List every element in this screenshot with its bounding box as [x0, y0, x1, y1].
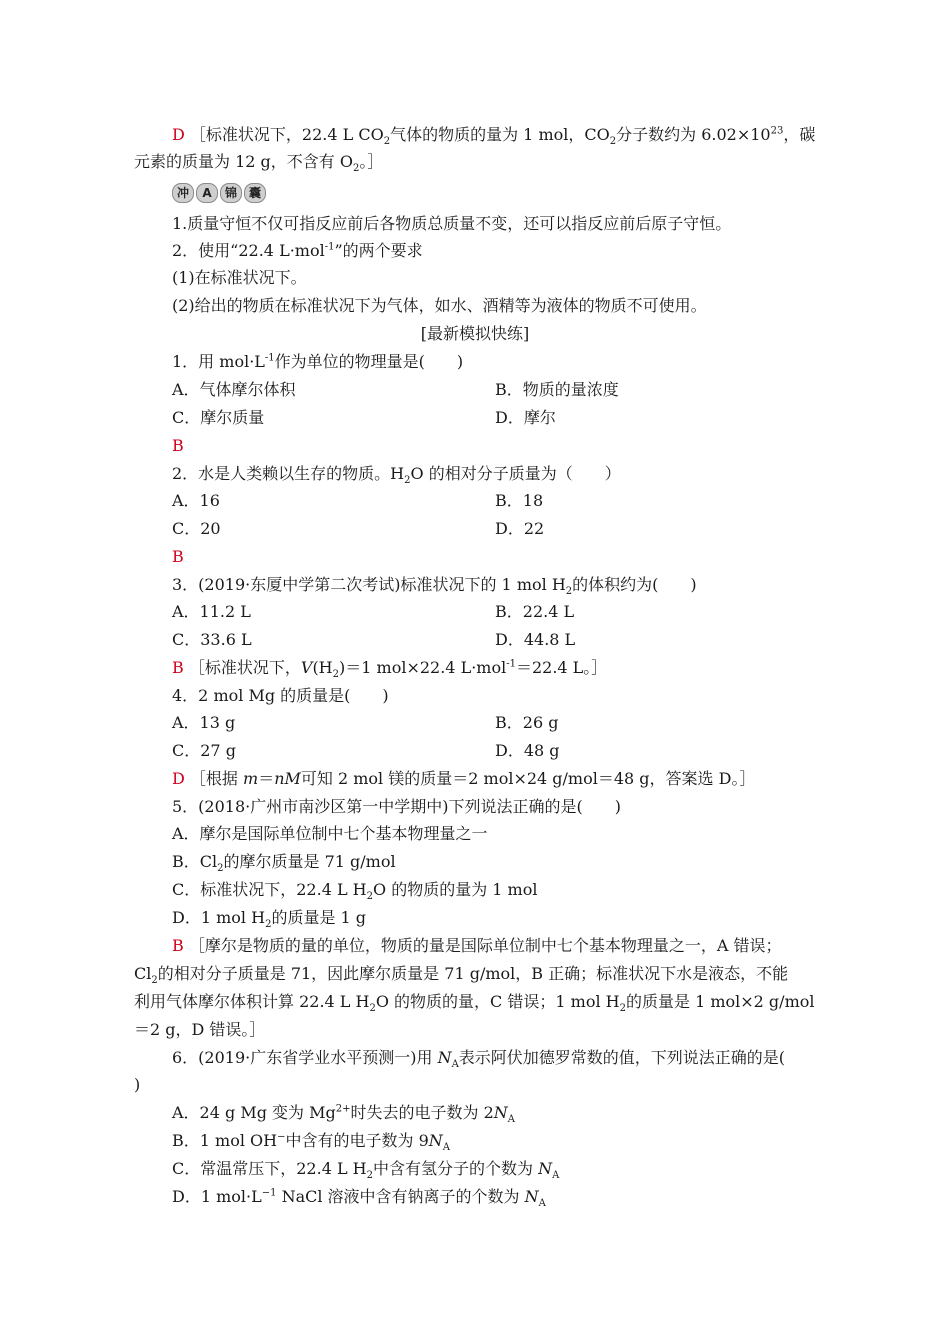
q1-options-row-2 — [172, 407, 556, 429]
badge-char: 锦 — [220, 183, 242, 203]
tip-2-1: (1)在标准状况下。 — [172, 268, 307, 287]
option-b: B．18 — [495, 491, 544, 510]
option-b: B．26 g — [495, 713, 559, 732]
badge-char: 囊 — [244, 183, 266, 203]
tips-badge — [172, 183, 266, 203]
q5-option-a: A．摩尔是国际单位制中七个基本物理量之一 — [172, 824, 488, 843]
q6-stem-line-2: ) — [134, 1075, 141, 1094]
q6-option-d: D．1 $mol\cdot L^{-1}$ NaCl 溶液中含有钠离子的个数为 $N_A$ — [172, 1187, 546, 1210]
q5-explanation-2: $Cl_2$的相对分子质量是 71，因此摩尔质量是 71 g/mol，B 正确；标准状况下水是液态，不能 — [134, 964, 789, 987]
q2-stem: 2．水是人类赖以生存的物质。$H_2O$ 的相对分子质量为（ ） — [172, 464, 621, 487]
q3-options-row-2 — [172, 629, 576, 651]
q2-options-row-2 — [172, 518, 545, 540]
option-b: B．22.4 L — [495, 602, 575, 621]
option-c: C．33.6 L — [172, 630, 252, 649]
section-title: [最新模拟快练] — [420, 324, 530, 343]
q5-stem: 5．(2018·广州市南沙区第一中学期中)下列说法正确的是( ) — [172, 797, 621, 816]
option-a: A．13 g — [172, 713, 236, 732]
q4-stem: 4．2 mol Mg 的质量是( ) — [172, 686, 389, 705]
q6-option-c: C．常温常压下，22.4 L $H_2$中含有氢分子的个数为 $N_A$ — [172, 1159, 560, 1182]
q6-option-a: A．24 g Mg 变为 $Mg^{2+}$时失去的电子数为 $2N_A$ — [172, 1103, 516, 1126]
q4-options-row-2 — [172, 740, 560, 762]
badge-char: A — [196, 183, 218, 203]
q5-option-c: C．标准状况下，22.4 L $H_2O$ 的物质的量为 1 mol — [172, 880, 538, 903]
q6-stem: 6．(2019·广东省学业水平预测一)用 $N_A$表示阿伏加德罗常数的值，下列说法正确的是( — [172, 1048, 786, 1071]
q6-option-b: B．1 mol OH−中含有的电子数为 $9N_A$ — [172, 1131, 451, 1154]
badge-char: 冲 — [172, 183, 194, 203]
option-c: C．27 g — [172, 741, 236, 760]
q1-options-row-1 — [172, 379, 619, 401]
q1-stem: 1．用 $mol\cdot L^{-1}$作为单位的物理量是( ) — [172, 352, 464, 371]
option-a: A．气体摩尔体积 — [172, 380, 296, 399]
q5-explanation-3: 利用气体摩尔体积计算 22.4 L $H_2O$ 的物质的量，C 错误；1 mol $H_2$的质量是 1 mol×2 g/mol — [134, 992, 815, 1015]
tip-2: 2．使用“22.4 L·mol$^{-1}$”的两个要求 — [172, 241, 423, 260]
q3-options-row-1 — [172, 601, 575, 623]
option-c: C．摩尔质量 — [172, 408, 265, 427]
q2-options-row-1 — [172, 490, 544, 512]
q3-explanation: B ［标准状况下，$V(H_2)=1$ mol×22.4 L·mol$^{-1}$＝22.4 L。］ — [172, 658, 608, 681]
q1-answer: B — [172, 436, 184, 455]
option-a: A．16 — [172, 491, 220, 510]
intro-line-1: D ［标准状况下，22.4 L $CO_2$气体的物质的量为 1 mol，$CO_2$分子数约为 $6.02\times 10^{23}$，碳 — [172, 125, 816, 148]
q3-stem: 3．(2019·东厦中学第二次考试)标准状况下的 1 mol $H_2$的体积约为( ) — [172, 575, 697, 598]
option-a: A．11.2 L — [172, 602, 251, 621]
q5-explanation-1: B ［摩尔是物质的量的单位，物质的量是国际单位制中七个基本物理量之一，A 错误； — [172, 936, 782, 955]
option-d: D．摩尔 — [495, 408, 556, 427]
answer-letter: D — [172, 125, 185, 144]
tip-2-2: (2)给出的物质在标准状况下为气体，如水、酒精等为液体的物质不可使用。 — [172, 296, 707, 315]
option-d: D．22 — [495, 519, 545, 538]
option-d: D．48 g — [495, 741, 560, 760]
q2-answer: B — [172, 547, 184, 566]
option-d: D．44.8 L — [495, 630, 576, 649]
q4-options-row-1 — [172, 712, 559, 734]
tip-1: 1.质量守恒不仅可指反应前后各物质总质量不变，还可以指反应前后原子守恒。 — [172, 214, 732, 233]
option-b: B．物质的量浓度 — [495, 380, 619, 399]
q4-explanation: D ［根据 m＝nM可知 2 mol 镁的质量＝2 mol×24 g/mol＝48 g，答案选 D。］ — [172, 769, 756, 788]
q5-option-b: B．$Cl_2$的摩尔质量是 71 g/mol — [172, 852, 396, 875]
q5-explanation-4: ＝2 g，D 错误。］ — [134, 1020, 266, 1039]
q5-option-d: D．1 mol $H_2$的质量是 1 g — [172, 908, 367, 931]
intro-line-2: 元素的质量为 12 g，不含有 $O_2$。］ — [134, 152, 384, 175]
option-c: C．20 — [172, 519, 221, 538]
